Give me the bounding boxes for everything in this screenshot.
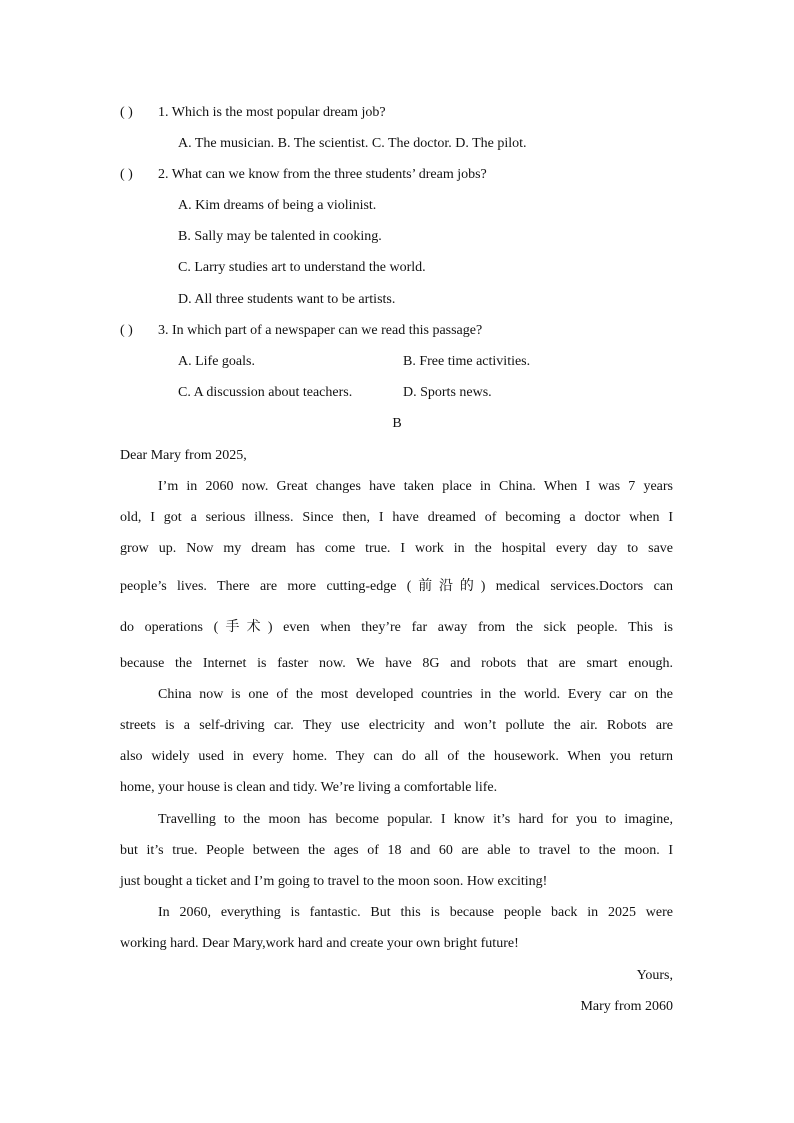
- letter-line: but it’s true. People between the ages of 18 and 60 are able to travel to the moon. I: [120, 843, 673, 858]
- letter-line: China now is one of the most developed countries in the world. Every car on the: [158, 687, 673, 702]
- answer-blank: ( ): [120, 105, 133, 120]
- letter-line: also widely used in every home. They can do all of the housework. When you return: [120, 749, 673, 764]
- option-b: B. Sally may be talented in cooking.: [178, 229, 382, 244]
- question-2: [120, 166, 487, 184]
- option-a: A. Life goals.: [178, 354, 255, 369]
- letter-line: home, your house is clean and tidy. We’re living a comfortable life.: [120, 780, 498, 795]
- letter-line: do operations (手术) even when they’re far away from the sick people. This is: [120, 620, 673, 635]
- question-1: [120, 104, 386, 122]
- option-c: C. Larry studies art to understand the world.: [178, 260, 426, 275]
- letter-line: I’m in 2060 now. Great changes have taken place in China. When I was 7 years: [158, 479, 673, 494]
- letter-line: streets is a self-driving car. They use electricity and won’t pollute the air. Robots are: [120, 718, 673, 733]
- option-a: A. Kim dreams of being a violinist.: [178, 198, 377, 213]
- option-c: C. A discussion about teachers.: [178, 385, 353, 400]
- question-3: [120, 322, 482, 340]
- answer-blank: ( ): [120, 323, 133, 338]
- section-label: B: [392, 416, 402, 431]
- option-b: B. Free time activities.: [403, 354, 531, 369]
- letter-line: old, I got a serious illness. Since then, I have dreamed of becoming a doctor when I: [120, 510, 673, 525]
- letter-line: because the Internet is faster now. We have 8G and robots that are smart enough.: [120, 656, 673, 671]
- letter-line: In 2060, everything is fantastic. But this is because people back in 2025 were: [158, 905, 673, 920]
- letter-line: working hard. Dear Mary,work hard and create your own bright future!: [120, 936, 519, 951]
- letter-line: Travelling to the moon has become popular. I know it’s hard for you to imagine,: [158, 812, 673, 827]
- letter-signature: Mary from 2060: [580, 999, 673, 1014]
- letter-line: grow up. Now my dream has come true. I work in the hospital every day to save: [120, 541, 673, 556]
- question-text: 3. In which part of a newspaper can we read this passage?: [158, 323, 483, 338]
- letter-line: people’s lives. There are more cutting-edge (前沿的) medical services.Doctors can: [120, 579, 673, 594]
- letter-salutation: Dear Mary from 2025,: [120, 448, 247, 463]
- letter-closing: Yours,: [636, 968, 673, 983]
- question-text: 2. What can we know from the three students’ dream jobs?: [158, 167, 487, 182]
- option-d: D. Sports news.: [403, 385, 492, 400]
- question-text: 1. Which is the most popular dream job?: [158, 105, 386, 120]
- question-1-options: A. The musician. B. The scientist. C. The doctor. D. The pilot.: [178, 136, 527, 151]
- answer-blank: ( ): [120, 167, 133, 182]
- option-d: D. All three students want to be artists.: [178, 292, 396, 307]
- letter-line: just bought a ticket and I’m going to travel to the moon soon. How exciting!: [120, 874, 548, 889]
